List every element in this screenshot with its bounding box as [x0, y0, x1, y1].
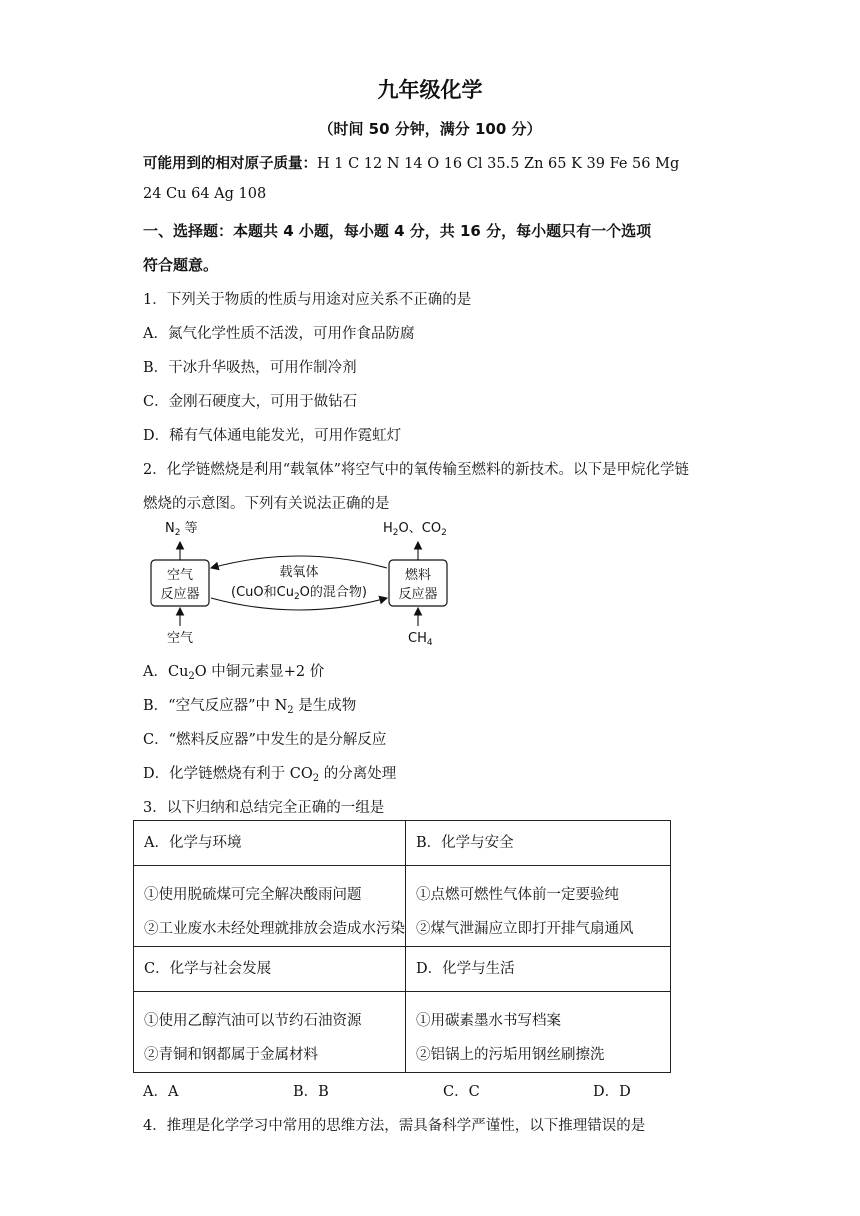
q2-option-c: C．“燃料反应器”中发生的是分解反应	[143, 732, 387, 748]
air-reactor-label-1: 空气	[166, 568, 194, 583]
carrier-label-1: 载氧体	[279, 565, 319, 580]
q3-cell-a-head: A．化学与环境	[134, 821, 406, 866]
atomic-mass-line-1	[143, 152, 679, 173]
q3-choice-c: C．C	[443, 1084, 480, 1100]
section-heading-1: 一、选择题：本题共 4 小题，每小题 4 分，共 16 分，每小题只有一个选项	[143, 222, 652, 240]
q1-option-d: D．稀有气体通电能发光，可用作霓虹灯	[143, 428, 402, 444]
carrier-label-2: (CuO和$Cu_2O$的混合物)	[231, 585, 367, 602]
fuel-reactor-output: $H_2O$、$CO_2$	[383, 521, 447, 538]
q3-d-item-2: ②铝锅上的污垢用钢丝刷擦洗	[416, 1047, 605, 1063]
q3-cell-b-head: B．化学与安全	[406, 821, 671, 866]
q3-c-item-2: ②青铜和钢都属于金属材料	[144, 1047, 318, 1063]
q3-cell-b-body	[406, 866, 671, 947]
q3-table	[133, 820, 671, 1073]
atomic-mass-values-2: 24 Cu 64 Ag 108	[143, 186, 267, 202]
fuel-reactor-label-1: 燃料	[404, 568, 432, 583]
q3-choice-b: B．B	[293, 1084, 329, 1100]
q3-c-item-1: ①使用乙醇汽油可以节约石油资源	[144, 1013, 362, 1029]
q3-a-item-2: ②工业废水未经处理就排放会造成水污染	[144, 921, 405, 937]
q4-stem: 4．推理是化学学习中常用的思维方法，需具备科学严谨性，以下推理错误的是	[143, 1118, 646, 1134]
q3-choice-d: D．D	[593, 1084, 631, 1100]
q3-cell-d-head: D．化学与生活	[406, 947, 671, 992]
atomic-mass-label: 可能用到的相对原子质量：	[143, 156, 317, 172]
q3-b-item-2: ②煤气泄漏应立即打开排气扇通风	[416, 921, 634, 937]
q2-stem-2: 燃烧的示意图。下列有关说法正确的是	[143, 496, 390, 512]
q3-cell-c-body	[134, 992, 406, 1073]
q3-cell-c-head: C．化学与社会发展	[134, 947, 406, 992]
atomic-mass-values-1: H 1 C 12 N 14 O 16 Cl 35.5 Zn 65 K 39 Fe 56 Mg	[317, 156, 680, 172]
fuel-reactor-label-2: 反应器	[398, 587, 438, 602]
q3-choices	[143, 1080, 743, 1100]
q1-option-c: C．金刚石硬度大，可用于做钻石	[143, 394, 358, 410]
air-reactor-output: $N_2$ 等	[165, 521, 198, 538]
q3-cell-a-body	[134, 866, 406, 947]
chemical-looping-diagram	[145, 518, 465, 648]
q1-option-b: B．干冰升华吸热，可用作制冷剂	[143, 360, 357, 376]
air-reactor-input: 空气	[166, 631, 194, 646]
fuel-reactor-input: $CH_4$	[408, 631, 433, 648]
q3-choice-a: A．A	[143, 1084, 179, 1100]
q2-option-d: D．化学链燃烧有利于 $CO_2$ 的分离处理	[143, 766, 397, 784]
page-title: 九年级化学	[377, 78, 483, 102]
exam-time-info: （时间 50 分钟，满分 100 分）	[318, 120, 542, 138]
q2-option-b: B．“空气反应器”中 $N_2$ 是生成物	[143, 698, 357, 716]
q3-stem: 3．以下归纳和总结完全正确的一组是	[143, 800, 385, 816]
q2-option-a: A．$Cu_2O$ 中铜元素显+2 价	[143, 664, 325, 682]
q3-cell-d-body	[406, 992, 671, 1073]
q3-a-item-1: ①使用脱硫煤可完全解决酸雨问题	[144, 887, 362, 903]
q1-stem: 1．下列关于物质的性质与用途对应关系不正确的是	[143, 292, 472, 308]
q3-d-item-1: ①用碳素墨水书写档案	[416, 1013, 561, 1029]
q2-stem-1: 2．化学链燃烧是利用“载氧体”将空气中的氧传输至燃料的新技术。以下是甲烷化学链	[143, 462, 690, 478]
air-reactor-label-2: 反应器	[160, 587, 200, 602]
section-heading-2: 符合题意。	[143, 256, 219, 274]
q3-b-item-1: ①点燃可燃性气体前一定要验纯	[416, 887, 619, 903]
q1-option-a: A．氮气化学性质不活泼，可用作食品防腐	[143, 326, 415, 342]
